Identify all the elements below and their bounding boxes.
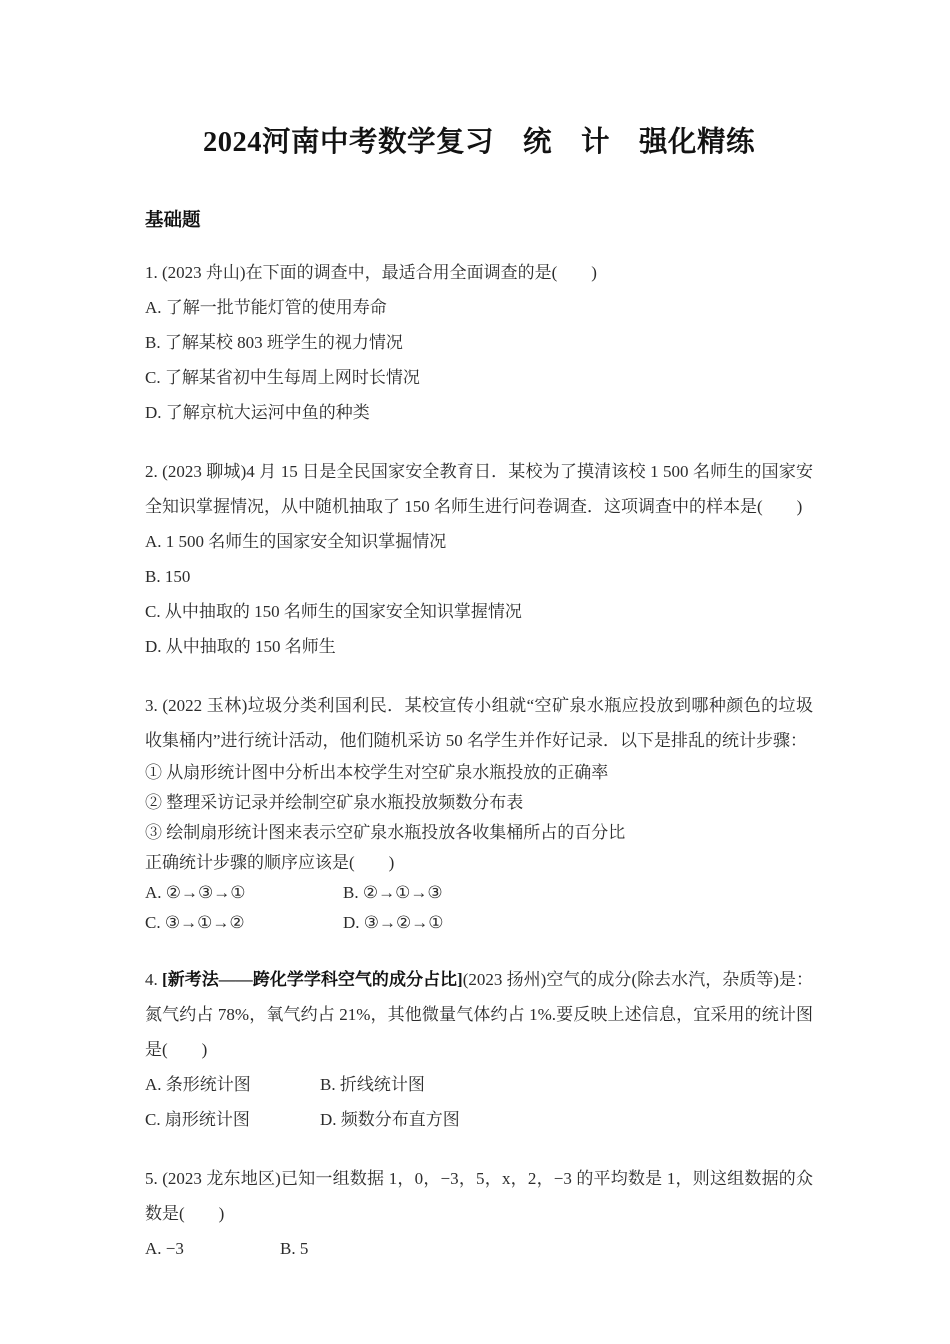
question-4-option-row-2	[145, 1102, 813, 1137]
question-3-stem: 3. (2022 玉林)垃圾分类利国利民．某校宣传小组就“空矿泉水瓶应投放到哪种颜色的垃圾收集桶内”进行统计活动，他们随机采访 50 名学生并作好记录．以下是排乱的统计步骤：	[145, 696, 813, 751]
question-1	[145, 255, 813, 430]
question-5-option-a[interactable]: A. −3	[145, 1239, 184, 1259]
question-1-option-c[interactable]: C. 了解某省初中生每周上网时长情况	[145, 368, 420, 388]
page-title: 2024河南中考数学复习 统 计 强化精练	[202, 127, 755, 158]
question-2-option-d[interactable]: D. 从中抽取的 150 名师生	[145, 637, 336, 657]
question-1-option-a[interactable]: A. 了解一批节能灯管的使用寿命	[145, 298, 387, 318]
question-4-option-row-1	[145, 1067, 813, 1102]
question-3-option-d[interactable]: D. ③→②→①	[343, 913, 444, 933]
question-3-option-c[interactable]: C. ③→①→②	[145, 913, 245, 933]
question-2-stem: 2. (2023 聊城)4 月 15 日是全民国家安全教育日．某校为了摸清该校 1 500 名师生的国家安全知识掌握情况，从中随机抽取了 150 名师生进行问卷调查．这项调查中的样本是( )	[145, 462, 813, 517]
question-4-option-b[interactable]: B. 折线统计图	[320, 1075, 425, 1095]
section-heading-basic-questions: 基础题	[145, 209, 201, 231]
question-1-option-b[interactable]: B. 了解某校 803 班学生的视力情况	[145, 333, 403, 353]
question-3-option-row-1	[145, 878, 813, 908]
question-3-option-row-2	[145, 908, 813, 938]
question-4-option-d[interactable]: D. 频数分布直方图	[320, 1110, 460, 1130]
question-4-option-a[interactable]: A. 条形统计图	[145, 1075, 251, 1095]
question-2-option-c[interactable]: C. 从中抽取的 150 名师生的国家安全知识掌握情况	[145, 602, 522, 622]
question-4	[145, 962, 813, 1137]
question-2	[145, 454, 813, 664]
question-5-option-b[interactable]: B. 5	[280, 1239, 309, 1259]
question-3-option-b[interactable]: B. ②→①→③	[343, 883, 443, 903]
question-5	[145, 1161, 813, 1266]
question-1-option-d[interactable]: D. 了解京杭大运河中鱼的种类	[145, 403, 370, 423]
question-4-stem-rest: (2023 扬州)空气的成分(除去水汽，杂质等)是：氮气约占 78%，氧气约占 21%，其他微量气体约占 1%.要反映上述信息，宜采用的统计图是( )	[145, 970, 813, 1060]
question-2-option-a[interactable]: A. 1 500 名师生的国家安全知识掌掘情况	[145, 532, 447, 552]
question-3-option-a[interactable]: A. ②→③→①	[145, 883, 246, 903]
question-1-stem: 1. (2023 舟山)在下面的调查中，最适合用全面调查的是( )	[145, 263, 597, 283]
question-3-step-1: ① 从扇形统计图中分析出本校学生对空矿泉水瓶投放的正确率	[145, 763, 609, 783]
question-2-option-b[interactable]: B. 150	[145, 567, 191, 587]
question-5-stem: 5. (2023 龙东地区)已知一组数据 1，0，−3，5，x，2，−3 的平均数是 1，则这组数据的众数是( )	[145, 1169, 813, 1224]
question-3-step-3: ③ 绘制扇形统计图来表示空矿泉水瓶投放各收集桶所占的百分比	[145, 823, 626, 843]
question-4-stem	[145, 962, 813, 1067]
question-4-number: 4.	[145, 970, 163, 990]
question-3-prompt: 正确统计步骤的顺序应该是( )	[145, 853, 395, 873]
question-3-step-2: ② 整理采访记录并绘制空矿泉水瓶投放频数分布表	[145, 793, 524, 813]
question-5-option-row-1	[145, 1231, 813, 1266]
question-3	[145, 688, 813, 938]
question-4-tag: [新考法——跨化学学科空气的成分占比]	[162, 970, 463, 990]
question-4-option-c[interactable]: C. 扇形统计图	[145, 1110, 250, 1130]
document-content	[145, 0, 813, 1266]
